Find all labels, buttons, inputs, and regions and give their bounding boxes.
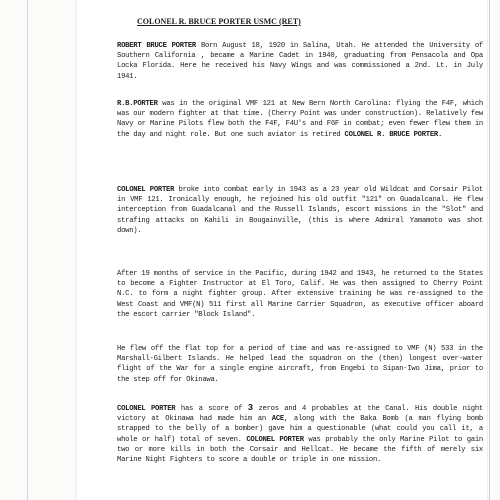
subject-name: COLONEL PORTER xyxy=(117,405,176,413)
subject-name: R.B.PORTER xyxy=(117,100,158,108)
paragraph-birth: ROBERT BRUCE PORTER Born August 18, 1920 in Salina, Utah. He attended the University of Southern California , became a Marine Cadet in 1940, graduating from Pensacola and Opa Locka Florida. Here he received his Navy Wings and was commissioned a 2nd. Lt. in July 1941. xyxy=(117,42,483,81)
subject-name: ROBERT BRUCE PORTER xyxy=(117,42,196,50)
paragraph-instructor: After 19 months of service in the Pacific, during 1942 and 1943, he returned to the States to become a Fighter Instructor at El Toro, Calif. He was then assigned to Cherry Point N.C. to form a night fighter group. After extensive training he was re-assigned to the West Coast and VMF(N) 511 first all Marine Carrier Squadron, as executive officer aboard the escort carrier "Block Island". xyxy=(117,270,483,319)
paragraph-flat-top: He flew off the flat top for a period of time and was re-assigned to VMF (N) 533 in the Marshall-Gilbert Islands. He helped lead the squadron on the (then) longest over-water flight of the War for a single engine aircraft, from Engebi to Sipan-Iwo Jima, prior to the step off for Okinawa. xyxy=(117,345,483,384)
document-title: COLONEL R. BRUCE PORTER USMC (RET) xyxy=(137,17,301,26)
paragraph-vmf121: R.B.PORTER was in the original VMF 121 at New Bern North Carolina: flying the F4F, which was our modern fighter at that time. (Cherry Point was under construction). Relatively few Navy or Marine Pilots flew both the F4F, F4U's and F6F in combat; even fewer flew them in the day and night role. But one such aviator is retired COLONEL R. BRUCE PORTER. xyxy=(117,100,483,139)
paragraph-combat: COLONEL PORTER broke into combat early in 1943 as a 23 year old Wildcat and Corsair Pilot in VMF 121. Ironically enough, he rejoined his old outfit "121" on Guadalcanal. He flew interception from Guadalcanal and the Russell Islands, escort missions in the "Slot" and strafing attacks on Kahili in Bougainville, (this is where Admiral Yamamoto was shot down). xyxy=(117,186,483,235)
paragraph-score: COLONEL PORTER has a score of 3 zeros and 4 probables at the Canal. His double night victory at Okinawa had made him an ACE, along with the Baka Bomb (a man flying bomb strapped to the belly of a bomber) gave him a questionable (what could you call it, a whole or half) total of seven. COLONEL PORTER was probably the only Marine Pilot to gain two or more kills in both the Corsair and Hellcat. He became the fifth of merely six Marine Night Fighters to score a double or triple in one mission. xyxy=(117,403,483,465)
paper-fold-right xyxy=(489,0,490,500)
subject-name: COLONEL PORTER xyxy=(117,186,175,194)
document-page xyxy=(77,0,487,500)
paper-fold-left xyxy=(27,0,28,500)
